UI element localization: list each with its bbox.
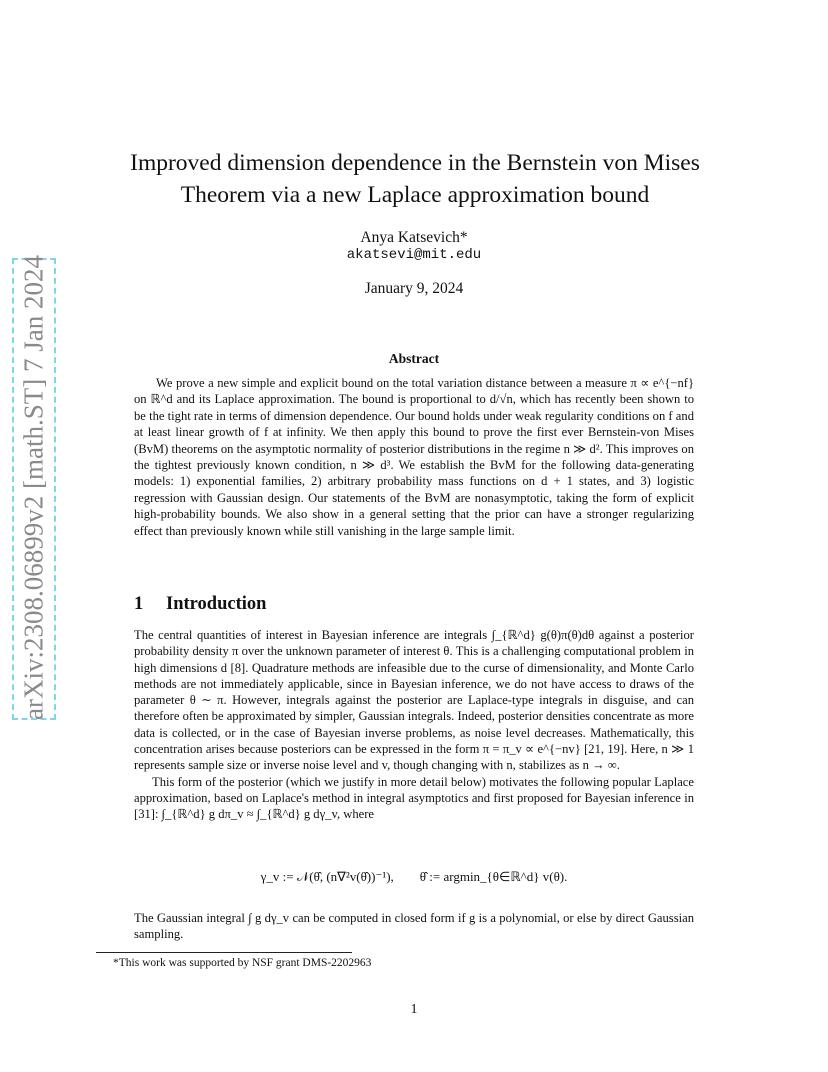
intro-paragraph: The central quantities of interest in Bayesian inference are integrals ∫_{ℝ^d} g(θ)π(θ)dθ against a posterior probability density π over the unknown parameter of interest θ. This is a challenging computational problem in high dimensions d [8]. Quadrature methods are infeasible due to the curse of dimensionality, and Monte Carlo methods are not immediately applicable, since in Bayesian inference, we do not have access to draws of the parameter θ ∼ π. However, integrals against the posterior are Laplace-type integrals in disguise, and can therefore often be approximated by simpler, Gaussian integrals. Indeed, posterior densities concentrate as more data is collected, or in the case of Bayesian inverse problems, as noise level decreases. Mathematically, this concentration arises because posteriors can be expressed in the form π = π_v ∝ e^{−nv} [21, 19]. Here, n ≫ 1 represents sample size or inverse noise level and v, though changing with n, stabilizes as n → ∞. [134,628,694,773]
author-email: akatsevi@mit.edu [346,247,482,263]
display-equation: γ_v := 𝒩(θ̂, (n∇²v(θ̂))⁻¹), θ̂ := argmin_{θ∈ℝ^d} v(θ). [260,869,568,884]
paper-date: January 9, 2024 [364,280,464,297]
introduction-body [134,627,694,823]
post-equation-paragraph: The Gaussian integral ∫ g dγ_v can be computed in closed form if g is a polynomial, or else by direct Gaussian sampling. [134,911,694,942]
footnote: *This work was supported by NSF grant DMS-2202963 [113,957,372,969]
intro-paragraph: This form of the posterior (which we justify in more detail below) motivates the following popular Laplace approximation, based on Laplace's method in integral asymptotics and first proposed for Bayesian inference in [31]: ∫_{ℝ^d} g dπ_v ≈ ∫_{ℝ^d} g dγ_v, where [134,774,694,822]
page-number: 1 [410,1002,418,1017]
section-number: 1 [134,594,144,614]
arxiv-stamp [12,255,56,720]
abstract-text: We prove a new simple and explicit bound on the total variation distance between a measure π ∝ e^{−nf} on ℝ^d and its Laplace approximation. The bound is proportional to d/√n, which has recently been shown to be the tight rate in terms of dimension dependence. Our bound holds under weak regularity conditions on f and at least linear growth of f at infinity. We then apply this bound to prove the first ever Bernstein-von Mises (BvM) theorems on the asymptotic normality of posterior distributions in the regime n ≫ d². This improves on the tightest previously known condition, n ≫ d³. We establish the BvM for the following data-generating models: 1) exponential families, 2) arbitrary probability mass functions on d + 1 states, and 3) logistic regression with Gaussian design. Our statements of the BvM are nonasymptotic, taking the form of explicit high-probability bounds. We also show in a general setting that the prior can have a stronger regularizing effect than previously known while still vanishing in the large sample limit. [134,376,694,538]
abstract-heading: Abstract [388,351,440,366]
footnote-divider [96,952,352,953]
section-title: Introduction [166,594,267,614]
abstract [134,375,694,539]
author-name: Anya Katsevich* [360,229,468,246]
arxiv-identifier: arXiv:2308.06899v2 [math.ST] 7 Jan 2024 [18,255,49,720]
section-heading [134,594,694,615]
paper-title: Improved dimension dependence in the Bernstein von Mises Theorem via a new Laplace approximation bound [130,150,700,208]
